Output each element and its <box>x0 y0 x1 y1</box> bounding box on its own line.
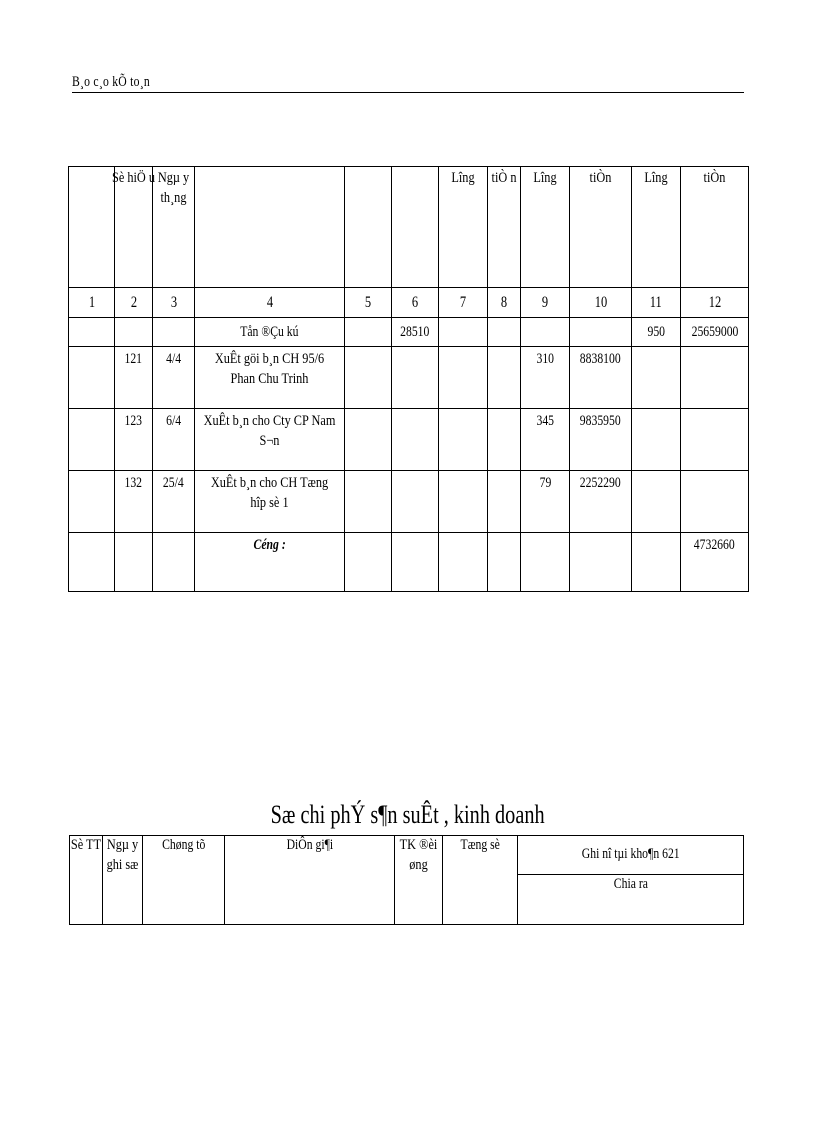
description: XuÊt b¸n cho CH Tæng hîp sè 1 <box>210 475 329 511</box>
qty-out: 79 <box>539 475 551 491</box>
header-cell-amount-in: tiÒ n <box>488 167 521 288</box>
header-cell <box>69 167 115 288</box>
page-header <box>72 74 744 93</box>
doc-date: 4/4 <box>166 351 181 367</box>
col-number: 5 <box>364 294 372 311</box>
header-cell <box>392 167 439 288</box>
col-number: 9 <box>541 294 549 311</box>
inventory-ledger-table <box>68 166 749 592</box>
header-cell-doc-no: Sè hiÖ u <box>115 167 153 288</box>
header-stt: Sè TT <box>70 837 102 853</box>
header-total: Tæng sè <box>460 837 500 853</box>
header-entry-date: Ngµ y ghi sæ <box>106 837 139 873</box>
col-number: 1 <box>88 294 95 311</box>
doc-date: 6/4 <box>166 413 181 429</box>
col-number: 7 <box>459 294 467 311</box>
total-amount: 4732660 <box>694 537 735 553</box>
col-number: 6 <box>411 294 419 311</box>
col-number: 3 <box>170 294 177 311</box>
cost-ledger-table <box>69 835 744 925</box>
header-cell-qty-in: Lîng <box>439 167 488 288</box>
col-number: 12 <box>708 294 721 311</box>
opening-label: Tån ®Çu kú <box>240 324 299 340</box>
description: XuÊt b¸n cho Cty CP Nam S¬n <box>203 413 336 449</box>
qty-out: 310 <box>536 351 554 367</box>
header-cell-date: Ngµ y th¸ng <box>153 167 195 288</box>
doc-date: 25/4 <box>163 475 184 491</box>
total-row <box>69 533 749 592</box>
header-cell-qty-out: Lîng <box>521 167 570 288</box>
col-number: 2 <box>130 294 137 311</box>
total-label: Céng : <box>253 537 286 553</box>
header-cell <box>195 167 345 288</box>
column-number-row <box>69 288 749 318</box>
amount-out: 8838100 <box>580 351 621 367</box>
doc-number: 121 <box>124 351 143 367</box>
doc-number: 132 <box>124 475 143 491</box>
table-row <box>69 409 749 471</box>
opening-balance-row <box>69 318 749 347</box>
header-text: B¸o c¸o kÕ to¸n <box>72 74 150 90</box>
header-voucher: Chøng tõ <box>161 837 206 853</box>
table-row <box>69 347 749 409</box>
cost-header-row <box>70 836 744 875</box>
header-cell-amount-end: tiÒn <box>681 167 749 288</box>
section-title: Sæ chi phÝ s¶n suÊt , kinh doanh <box>271 800 545 829</box>
doc-number: 123 <box>124 413 143 429</box>
table-header-row <box>69 167 749 288</box>
qty-out: 345 <box>536 413 554 429</box>
table-row <box>69 471 749 533</box>
opening-col6: 28510 <box>400 324 430 340</box>
header-cell-amount-out: tiÒn <box>570 167 632 288</box>
opening-amount: 25659000 <box>691 324 738 340</box>
header-cell-qty-end: Lîng <box>632 167 681 288</box>
header-description: DiÔn gi¶i <box>286 837 333 853</box>
col-number: 10 <box>594 294 607 311</box>
description: XuÊt göi b¸n CH 95/6 Phan Chu Trinh <box>214 351 325 387</box>
header-debit-621: Ghi nî tµi kho¶n 621 <box>581 846 680 863</box>
amount-out: 9835950 <box>580 413 621 429</box>
header-contra-account: TK ®èi øng <box>399 837 438 873</box>
col-number: 8 <box>500 294 508 311</box>
col-number: 4 <box>266 294 273 311</box>
header-cell <box>345 167 392 288</box>
col-number: 11 <box>649 294 663 311</box>
amount-out: 2252290 <box>580 475 621 491</box>
header-split: Chia ra <box>613 876 648 892</box>
opening-qty: 950 <box>647 324 665 340</box>
